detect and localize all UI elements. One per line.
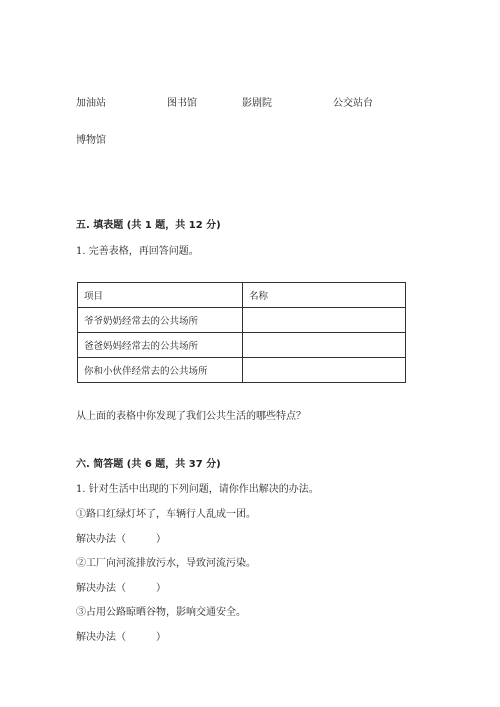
table-row (78, 358, 406, 383)
table-row (78, 333, 406, 358)
section-heading: 六. 简答题 (共 6 题，共 37 分) (76, 459, 221, 470)
problem-item: ③占用公路晾晒谷物，影响交通安全。 (76, 607, 246, 618)
table-cell: 爷爷奶奶经常去的公共场所 (78, 308, 243, 333)
solution-prompt: 解决办法（ ） (76, 583, 166, 594)
fill-in-table (77, 282, 406, 383)
place-item: 影剧院 (242, 98, 272, 109)
answer-cell[interactable] (243, 358, 406, 383)
place-item: 图书馆 (167, 98, 197, 109)
table-cell: 爸爸妈妈经常去的公共场所 (78, 333, 243, 358)
place-item: 加油站 (76, 98, 106, 109)
table-header-cell: 项目 (78, 283, 243, 308)
table-cell: 你和小伙伴经常去的公共场所 (78, 358, 243, 383)
answer-cell[interactable] (243, 333, 406, 358)
table-header-row (78, 283, 406, 308)
problem-item: ②工厂向河流排放污水，导致河流污染。 (76, 558, 256, 569)
question-text: 1. 完善表格，再回答问题。 (76, 246, 199, 257)
section-heading: 五. 填表题 (共 1 题，共 12 分) (76, 220, 221, 231)
answer-cell[interactable] (243, 308, 406, 333)
solution-prompt: 解决办法（ ） (76, 534, 166, 545)
place-item: 公交站台 (333, 98, 373, 109)
place-item: 博物馆 (76, 135, 106, 146)
followup-question: 从上面的表格中你发现了我们公共生活的哪些特点？ (76, 411, 306, 422)
question-text: 1. 针对生活中出现的下列问题，请你作出解决的办法。 (76, 484, 319, 495)
solution-prompt: 解决办法（ ） (76, 632, 166, 643)
table-row (78, 308, 406, 333)
table-header-cell: 名称 (243, 283, 406, 308)
problem-item: ①路口红绿灯坏了，车辆行人乱成一团。 (76, 509, 256, 520)
